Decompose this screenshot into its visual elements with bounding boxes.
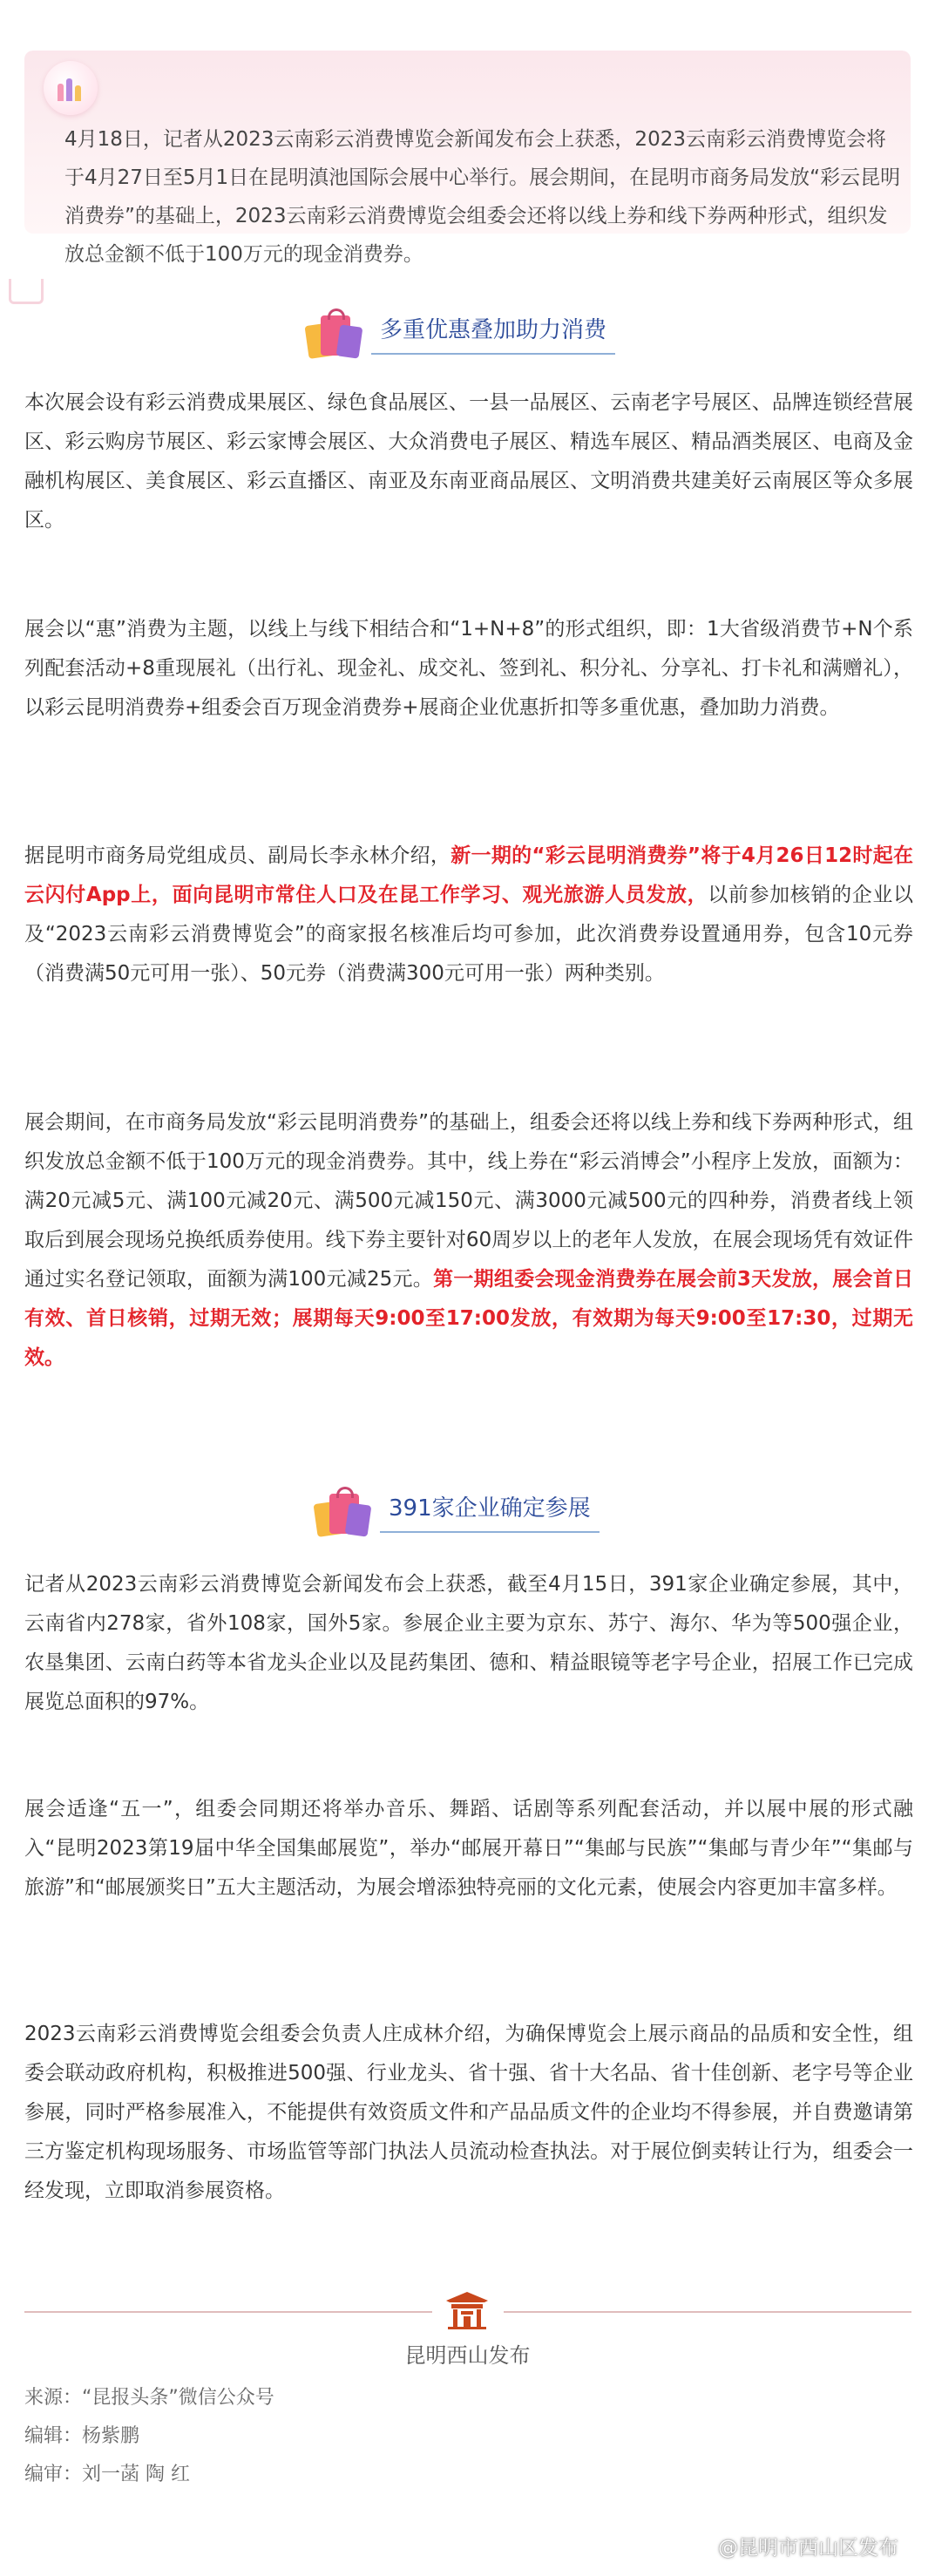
paragraph: 本次展会设有彩云消费成果展区、绿色食品展区、一县一品展区、云南老字号展区、品牌连锁经营展区、彩云购房节展区、彩云家博会展区、大众消费电子展区、精选车展区、精品酒类展区、电商及金融机构展区、美食展区、彩云直播区、南亚及东南亚商品展区、文明消费共建美好云南展区等众多展区。: [24, 391, 913, 532]
footer-divider: [24, 2311, 432, 2313]
shopping-bags-icon: [305, 305, 362, 363]
paragraph: [24, 837, 913, 993]
paragraph: 展会以“惠”消费为主题，以线上与线下相结合和“1+N+8”的形式组织，即：1大省级消费节+N个系列配套活动+8重现展礼（出行礼、现金礼、成交礼、签到礼、积分礼、分享礼、打卡礼和满赠礼），以彩云昆明消费券+组委会百万现金消费券+展商企业优惠折扣等多重优惠，叠加助力消费。: [24, 618, 913, 719]
paragraph-text: 展会期间，在市商务局发放“彩云昆明消费券”的基础上，组委会还将以线上券和线下券两种形式，组织发放总金额不低于100万元的现金消费券。其中，线上券在“彩云消博会”小程序上发放，面额为：满20元减5元、满100元减20元、满500元减150元、满3000元减500元的四种券，消费者线上领取后到展会现场兑换纸质券使用。线下券主要针对60周岁以上的老年人发放，在展会现场凭有效证件通过实名登记领取，面额为满100元减25元。: [24, 1111, 913, 1291]
weibo-icon: [687, 2536, 713, 2557]
intro-box: [24, 51, 911, 266]
section-title: 391家企业确定参展: [380, 1491, 600, 1533]
section-heading: [0, 1481, 935, 1542]
cart-decoration-icon: [9, 279, 44, 304]
watermark-text: @昆明市西山区发布: [718, 2537, 898, 2559]
highlight-text: 新一期的“彩云昆明消费券”将于4月26日12时起在云闪付App上，面向昆明市常住人口及在昆工作学习、观光旅游人员发放，: [24, 844, 914, 906]
brand-name: 昆明西山发布: [404, 2343, 531, 2368]
paragraph: [24, 1103, 913, 1378]
weibo-watermark: [687, 2532, 898, 2560]
shopping-bags-icon: [314, 1483, 371, 1541]
editor-credit: 编辑：杨紫鹏: [24, 2425, 140, 2447]
paragraph: 2023云南彩云消费博览会组委会负责人庄成林介绍，为确保博览会上展示商品的品质和安全性，组委会联动政府机构，积极推进500强、行业龙头、省十强、省十大名品、省十佳创新、老字号等企业参展，同时严格参展准入，不能提供有效资质文件和产品品质文件的企业均不得参展，并自费邀请第三方鉴定机构现场服务、市场监管等部门执法人员流动检查执法。对于展位倒卖转让行为，组委会一经发现，立即取消参展资格。: [24, 2023, 913, 2202]
paragraph-text: 以前参加核销的企业以及“2023云南彩云消费博览会”的商家报名核准后均可参加，此次消费券设置通用券，包含10元券（消费满50元可用一张）、50元券（消费满300元可用一张）两种类别。: [24, 884, 913, 985]
paragraph-text: 据昆明市商务局党组成员、副局长李永林介绍，: [24, 844, 451, 867]
paragraph: 展会适逢“五一”，组委会同期还将举办音乐、舞蹈、话剧等系列配套活动，并以展中展的形式融入“昆明2023第19届中华全国集邮展览”，举办“邮展开幕日”“集邮与民族”“集邮与青少年”“集邮与旅游”和“邮展颁奖日”五大主题活动，为展会增添独特亮丽的文化元素，使展会内容更加丰富多样。: [24, 1798, 913, 1899]
reviewer-credit: 编审：刘一菡 陶 红: [24, 2464, 190, 2485]
section-title: 多重优惠叠加助力消费: [371, 313, 615, 355]
highlight-text: 第一期组委会现金消费券在展会前3天发放，展会首日有效、首日核销，过期无效；展期每天9:00至17:00发放，有效期为每天9:00至17:30，过期无效。: [24, 1268, 913, 1369]
shopping-cart-badge-icon: [44, 61, 98, 115]
section-heading: [0, 303, 935, 364]
intro-text: 4月18日，记者从2023云南彩云消费博览会新闻发布会上获悉，2023云南彩云消费博览会将于4月27日至5月1日在昆明滇池国际会展中心举行。展会期间，在昆明市商务局发放“彩云昆明消费券”的基础上，2023云南彩云消费博览会组委会还将以线上券和线下券两种形式，组织发放总金额不低于100万元的现金消费券。: [64, 128, 901, 266]
temple-gate-icon: [443, 2290, 491, 2330]
source-credit: 来源：“昆报头条”微信公众号: [24, 2387, 274, 2409]
footer-divider: [504, 2311, 911, 2313]
paragraph: 记者从2023云南彩云消费博览会新闻发布会上获悉，截至4月15日，391家企业确定参展，其中，云南省内278家，省外108家，国外5家。参展企业主要为京东、苏宁、海尔、华为等500强企业，农垦集团、云南白药等本省龙头企业以及昆药集团、德和、精益眼镜等老字号企业，招展工作已完成展览总面积的97%。: [24, 1573, 913, 1713]
